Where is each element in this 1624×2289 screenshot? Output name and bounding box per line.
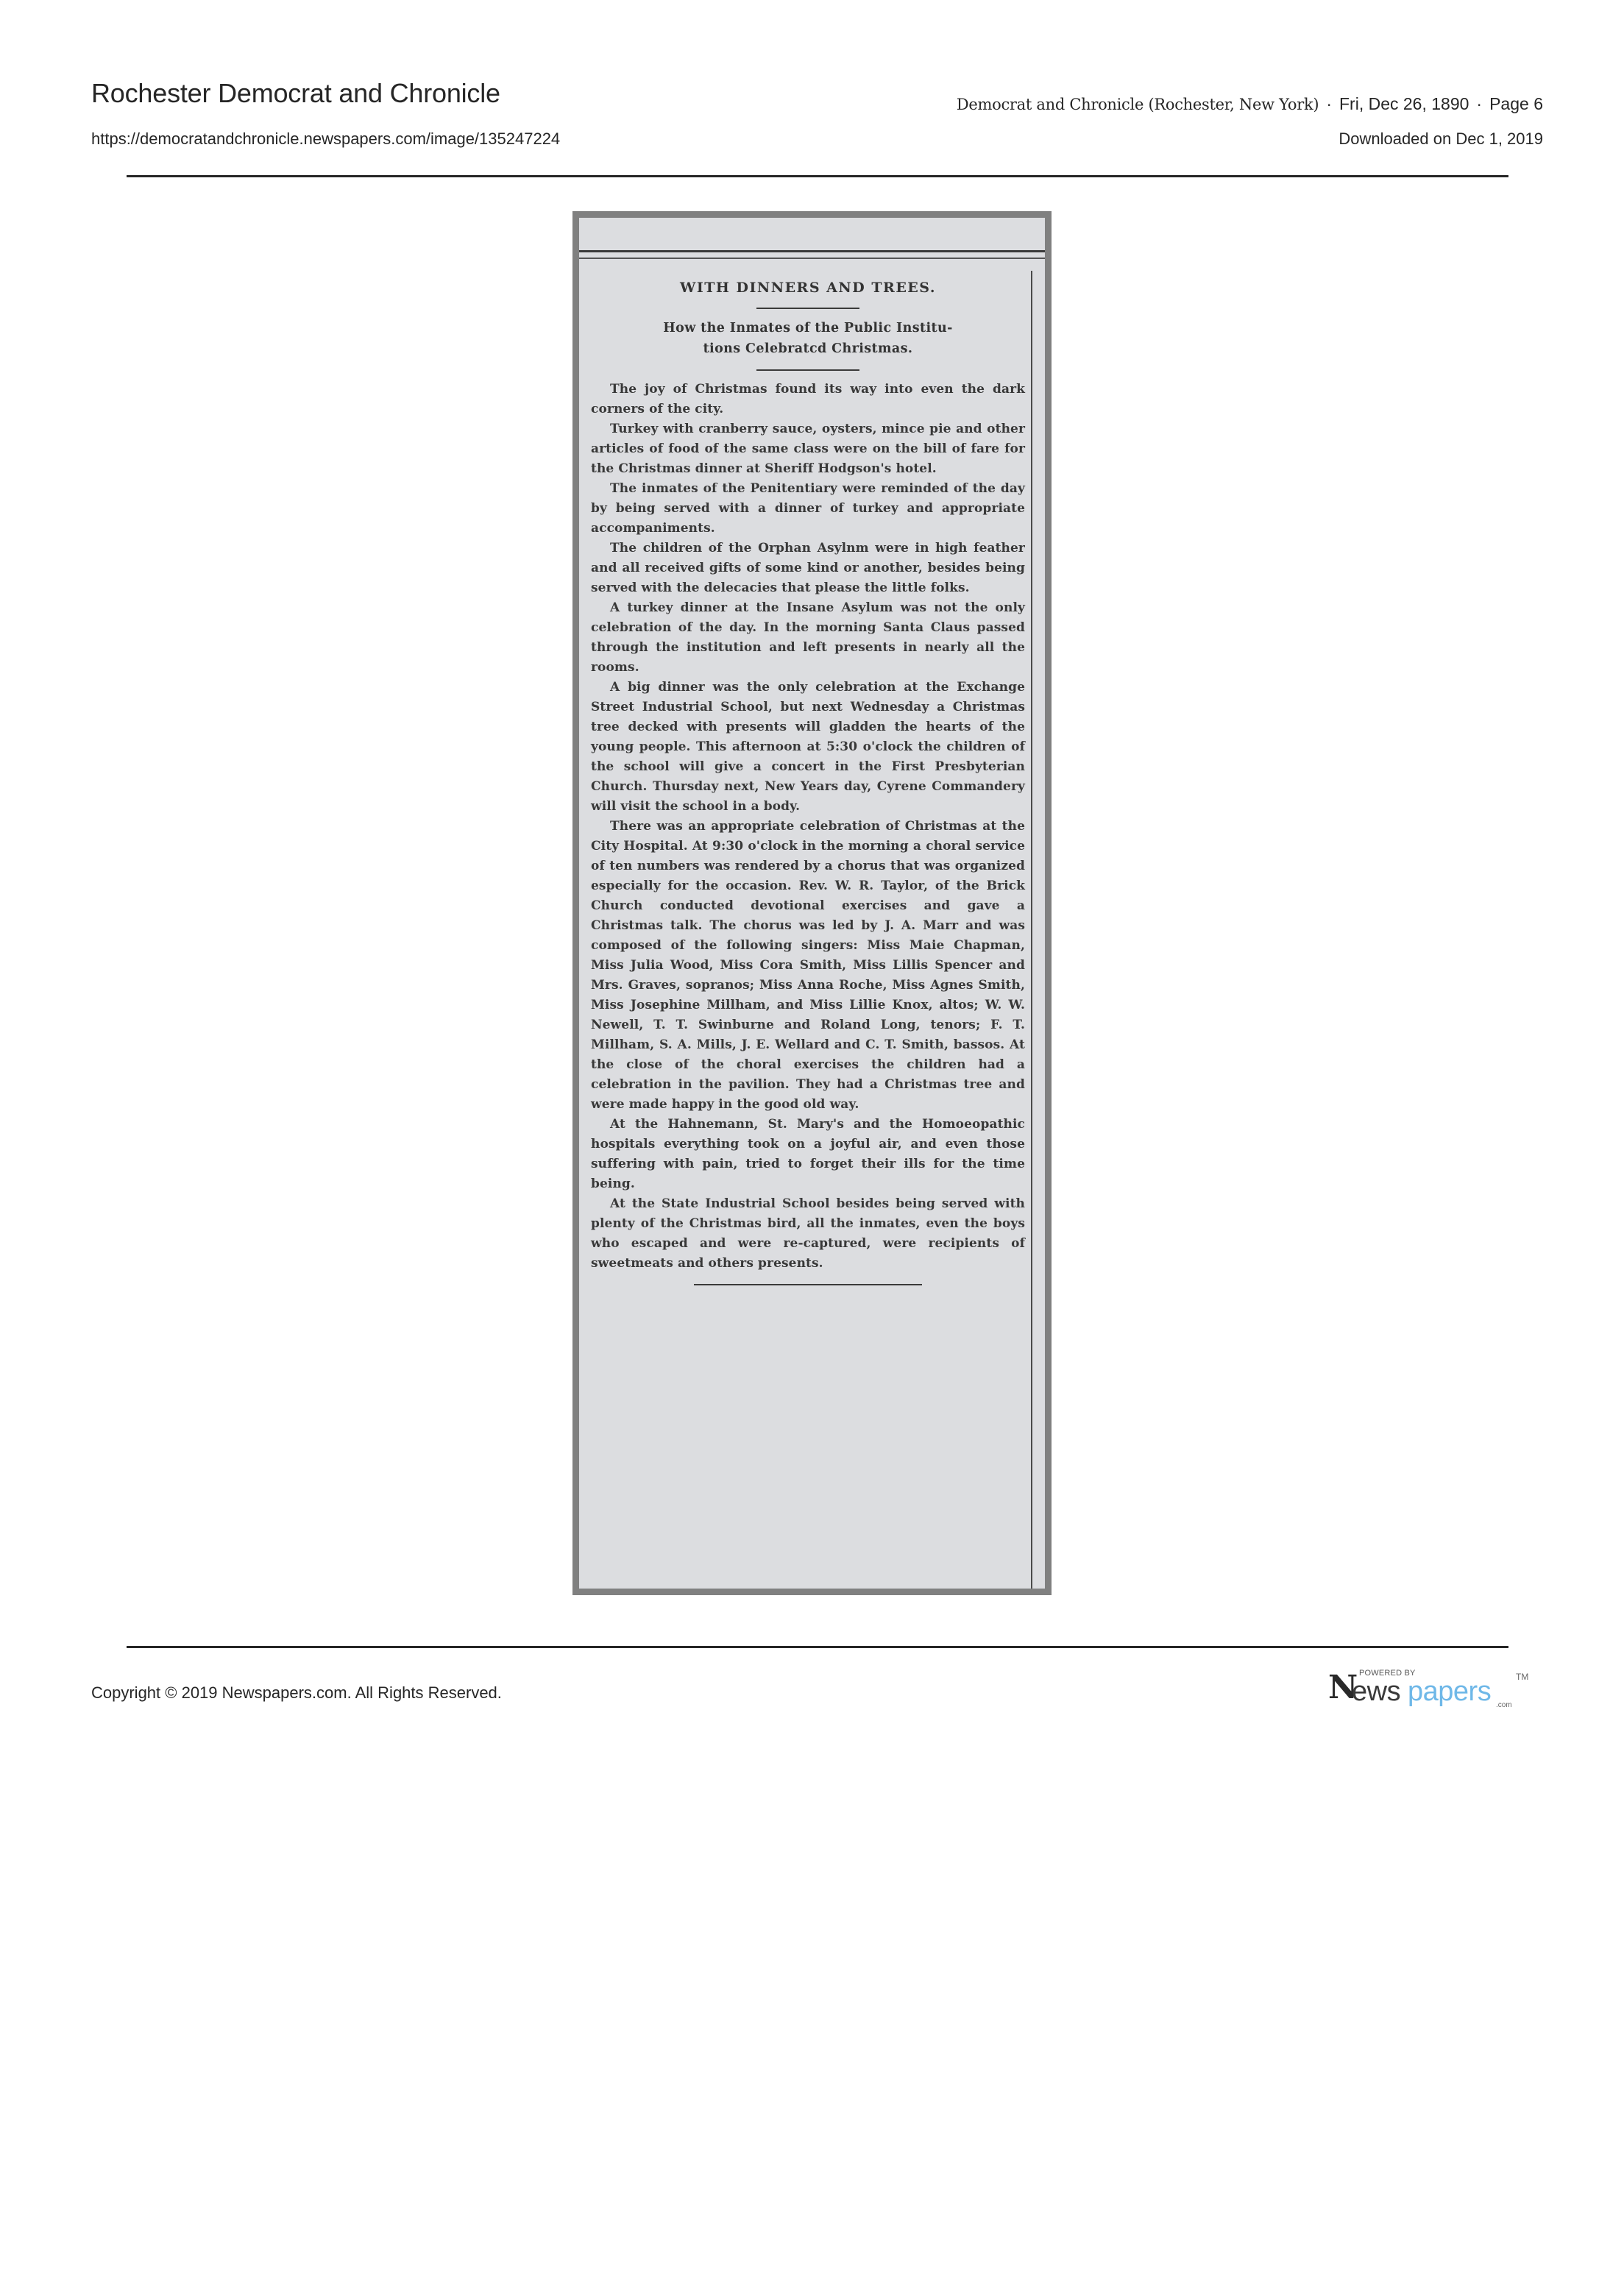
downloaded-date: Downloaded on Dec 1, 2019	[1338, 129, 1543, 148]
article-paragraph: Turkey with cranberry sauce, oysters, mince pie and other articles of food of the same class were on the bill of fare for the Christmas dinner at Sheriff Hodgson's hotel.	[591, 422, 1025, 476]
publication-name: Democrat and Chronicle (Rochester, New York)	[956, 96, 1319, 113]
newspaper-title: Rochester Democrat and Chronicle	[91, 78, 500, 108]
article-paragraph: At the State Industrial School besides being served with plenty of the Christmas bird, all the inmates, even the boys who escaped and were re-captured, were recipients of sweetmeats and others presents.	[591, 1196, 1025, 1271]
page-number: Page 6	[1489, 94, 1543, 113]
header-divider	[127, 175, 1508, 177]
article	[591, 271, 1025, 1285]
top-double-rule-inner	[579, 258, 1045, 259]
separator: ·	[1326, 94, 1332, 113]
copyright-notice: Copyright © 2019 Newspapers.com. All Rights Reserved.	[91, 1683, 502, 1702]
subhead-dash	[756, 369, 859, 371]
newspapers-logo[interactable]	[1328, 1667, 1534, 1713]
publication-date: Fri, Dec 26, 1890	[1339, 94, 1469, 113]
article-paragraph: A big dinner was the only celebration at the Exchange Street Industrial School, but next Wednesday a Christmas tree decked with presents will gladden the hearts of the young people. This afternoon at 5:30 o'clock the children of the school will give a concert in the First Presbyterian Church. Thursday next, New Years day, Cyrene Commandery will visit the school in a body.	[591, 680, 1025, 814]
footer-divider	[127, 1646, 1508, 1648]
logo-powered-by: POWERED BY	[1359, 1669, 1416, 1678]
subhead-line-1: How the Inmates of the Public Institu-	[663, 321, 953, 336]
logo-dotcom: .com	[1496, 1701, 1512, 1709]
separator: ·	[1476, 94, 1483, 113]
logo-n-glyph: N	[1328, 1669, 1358, 1706]
clipping-url[interactable]: https://democratandchronicle.newspapers.com/image/135247224	[91, 129, 561, 148]
article-body	[591, 380, 1025, 1274]
logo-papers: papers	[1408, 1676, 1492, 1707]
logo-ews: ews	[1352, 1676, 1401, 1707]
article-paragraph: There was an appropriate celebration of Christmas at the City Hospital. At 9:30 o'clock in the morning a choral service of ten numbers was rendered by a chorus that was organized especially for the occasion. Rev. W. R. Taylor, of the Brick Church conducted devotional exercises and gave a Christmas talk. The chorus was led by J. A. Marr and was composed of the following singers: Miss Maie Chapman, Miss Julia Wood, Miss Cora Smith, Miss Lillis Spencer and Mrs. Graves, sopranos; Miss Anna Roche, Miss Agnes Smith, Miss Josephine Millham, and Miss Lillie Knox, altos; W. W. Newell, T. T. Swinburne and Roland Long, tenors; F. T. Millham, S. A. Mills, J. E. Wellard and C. T. Smith, bassos. At the close of the choral exercises the children had a celebration in the pavilion. They had a Christmas tree and were made happy in the good old way.	[591, 819, 1025, 1112]
article-paragraph: The inmates of the Penitentiary were reminded of the day by being served with a dinner of turkey and appropriate accompaniments.	[591, 481, 1025, 536]
article-end-rule	[694, 1284, 922, 1285]
clipping-paper	[579, 218, 1045, 1589]
article-headline: WITH DINNERS AND TREES.	[680, 280, 936, 296]
newspaper-clipping	[572, 211, 1052, 1595]
top-double-rule	[579, 250, 1045, 252]
article-paragraph: The joy of Christmas found its way into even the dark corners of the city.	[591, 382, 1025, 416]
publication-meta	[957, 94, 1543, 114]
headline-dash	[756, 308, 859, 309]
subhead-line-2: tions Celebratcd Christmas.	[703, 341, 913, 356]
article-paragraph: The children of the Orphan Asylnm were in high feather and all received gifts of some kind or another, besides being served with the delecacies that please the little folks.	[591, 541, 1025, 595]
article-paragraph: A turkey dinner at the Insane Asylum was not the only celebration of the day. In the morning Santa Claus passed through the institution and left presents in nearly all the rooms.	[591, 600, 1025, 675]
article-subhead	[591, 318, 1025, 359]
logo-trademark: TM	[1516, 1672, 1529, 1682]
article-paragraph: At the Hahnemann, St. Mary's and the Homoeopathic hospitals everything took on a joyful air, and even those suffering with pain, tried to forget their ills for the time being.	[591, 1117, 1025, 1191]
column-rule	[1031, 271, 1032, 1589]
